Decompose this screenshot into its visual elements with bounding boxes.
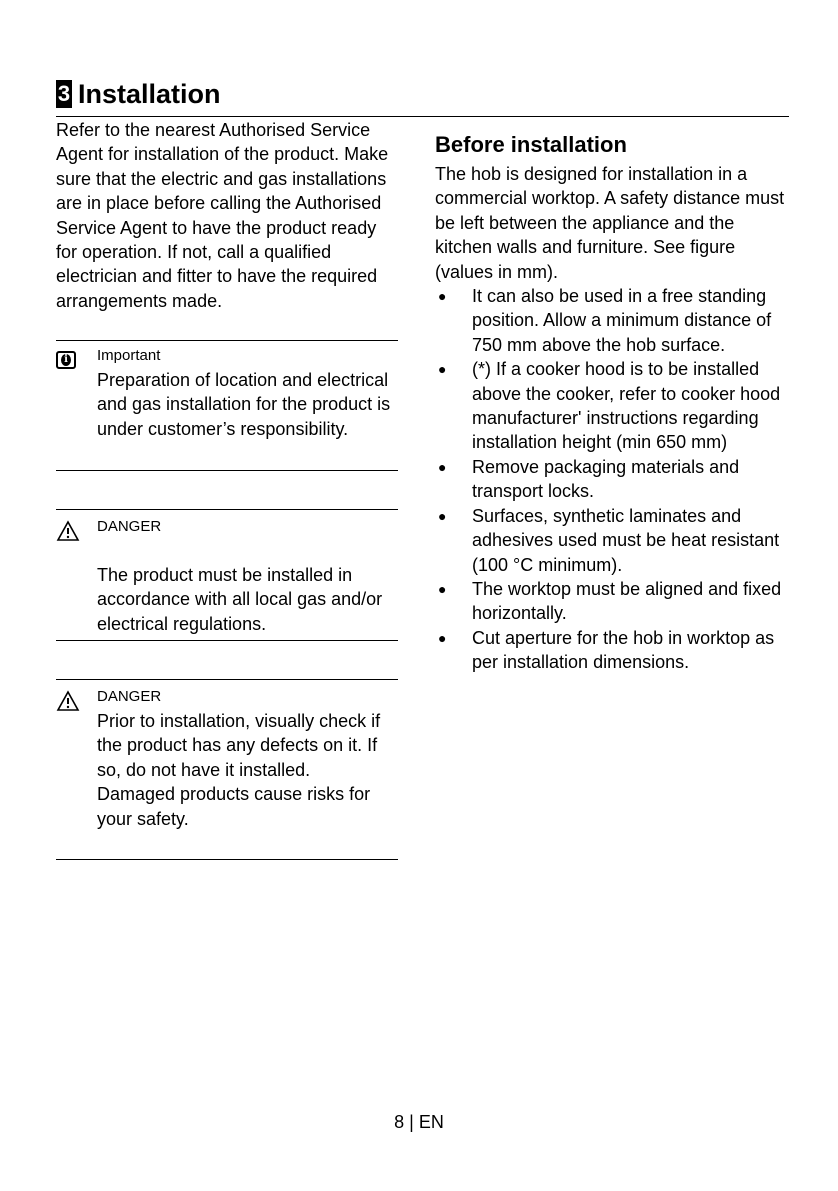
divider <box>56 470 398 471</box>
list-item: ● (*) If a cooker hood is to be installed above the cooker, refer to cooker hood manufacturer' instructions regarding installation height (min 650 mm) <box>438 359 781 453</box>
note-line: Prior to installation, visually check if the product has any defects on it. If so, do not have it installed. <box>97 711 381 780</box>
info-icon: i <box>56 349 80 373</box>
list-item: ● The worktop must be aligned and fixed horizontally. <box>438 578 782 624</box>
warning-icon <box>56 690 80 714</box>
divider <box>56 340 398 341</box>
before-paragraph: The hob is designed for installation in a commercial worktop. A safety distance must be left between the appliance and the kitchen walls and furniture. See figure (values in mm). <box>435 164 785 282</box>
list-item: ● Surfaces, synthetic laminates and adhesives used must be heat resistant (100 °C minimum). <box>438 505 780 575</box>
section-heading <box>56 78 221 110</box>
note-label: DANGER <box>97 518 162 535</box>
list-item: ● It can also be used in a free standing position. Allow a minimum distance of 750 mm above the hob surface. <box>438 286 772 355</box>
divider <box>56 640 398 641</box>
bullet-icon: ● <box>438 361 447 378</box>
section-title: Installation <box>78 79 221 109</box>
divider <box>56 679 398 680</box>
note-label: Important <box>97 347 161 364</box>
bullet-icon: ● <box>438 629 447 646</box>
bullet-icon: ● <box>438 288 447 305</box>
list-item: ● Remove packaging materials and transport locks. <box>438 456 740 502</box>
divider <box>56 509 398 510</box>
note-line: Damaged products cause risks for your safety. <box>97 784 371 829</box>
list-item: ● Cut aperture for the hob in worktop as per installation dimensions. <box>438 627 775 673</box>
warning-icon <box>56 520 80 544</box>
page-footer: 8 | EN <box>394 1112 444 1132</box>
subsection-title: Before installation <box>435 132 627 157</box>
intro-paragraph: Refer to the nearest Authorised Service Agent for installation of the product. Make sure that the electric and gas installations are in place before calling the Authorised Service Agent to have the product ready for operation. If not, call a qualified electrician and fitter to have the required arrangements made. <box>56 120 389 311</box>
bullet-icon: ● <box>438 458 447 475</box>
bullet-list <box>435 284 790 675</box>
note-text <box>97 709 397 831</box>
section-number: 3 <box>57 81 71 106</box>
heading-rule <box>56 116 789 117</box>
note-text: Preparation of location and electrical and gas installation for the product is under customer’s responsibility. <box>97 370 391 439</box>
before-installation-section <box>435 130 790 675</box>
note-label: DANGER <box>97 688 162 705</box>
bullet-icon: ● <box>438 580 447 597</box>
note-text: The product must be installed in accordance with all local gas and/or electrical regulations. <box>97 565 383 634</box>
divider <box>56 859 398 860</box>
bullet-icon: ● <box>438 507 447 524</box>
